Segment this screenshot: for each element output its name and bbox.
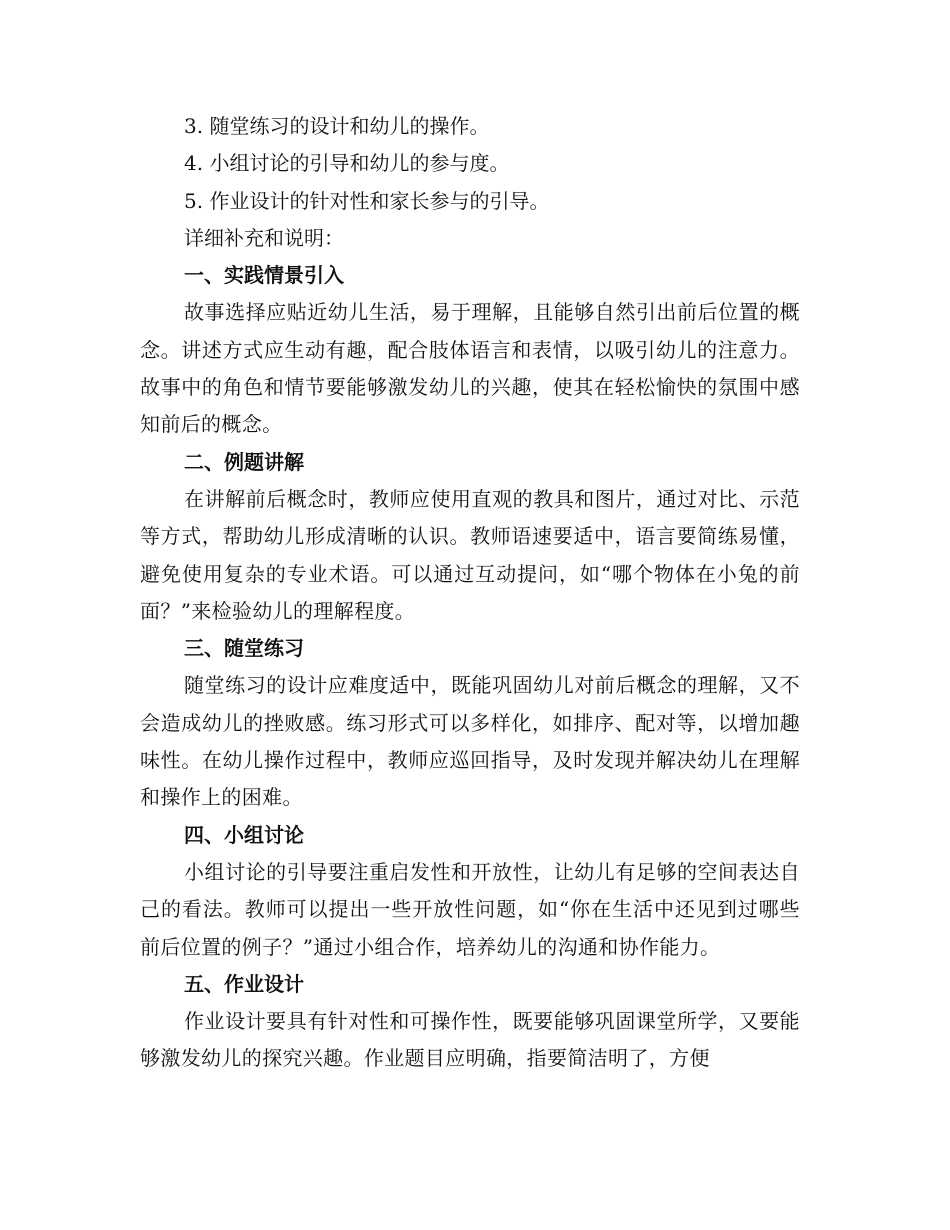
section-heading-2: 二、例题讲解 <box>184 449 304 474</box>
section-body-2: 在讲解前后概念时，教师应使用直观的教具和图片，通过对比、示范等方式，帮助幼儿形成清晰的认识。教师语速要适中，语言要简练易懂，避免使用复杂的专业术语。可以通过互动提问，如“哪个物体在小兔的前面？”来检验幼儿的理解程度。 <box>140 486 800 623</box>
section-heading-1: 一、实践情景引入 <box>184 263 344 288</box>
list-item-5: 5. 作业设计的针对性和家长参与的引导。 <box>184 188 550 213</box>
section-body-4: 小组讨论的引导要注重启发性和开放性，让幼儿有足够的空间表达自己的看法。教师可以提出一些开放性问题，如“你在生活中还见到过哪些前后位置的例子？”通过小组合作，培养幼儿的沟通和协作能力。 <box>140 859 800 959</box>
list-item-3: 3. 随堂练习的设计和幼儿的操作。 <box>184 114 490 138</box>
section-body-3: 随堂练习的设计应难度适中，既能巩固幼儿对前后概念的理解，又不会造成幼儿的挫败感。练习形式可以多样化，如排序、配对等，以增加趣味性。在幼儿操作过程中，教师应巡回指导，及时发现并解决幼儿在理解和操作上的困难。 <box>140 673 800 810</box>
section-heading-4: 四、小组讨论 <box>184 822 304 847</box>
intro-text: 详细补充和说明： <box>184 225 344 250</box>
section-body-1: 故事选择应贴近幼儿生活，易于理解，且能够自然引出前后位置的概念。讲述方式应生动有趣，配合肢体语言和表情，以吸引幼儿的注意力。故事中的角色和情节要能够激发幼儿的兴趣，使其在轻松愉快的氛围中感知前后的概念。 <box>140 300 800 437</box>
section-heading-3: 三、随堂练习 <box>184 636 304 661</box>
section-body-5: 作业设计要具有针对性和可操作性，既要能够巩固课堂所学，又要能够激发幼儿的探究兴趣。作业题目应明确，指要简洁明了，方便 <box>140 1009 800 1071</box>
list-item-4: 4. 小组讨论的引导和幼儿的参与度。 <box>184 151 510 176</box>
section-heading-5: 五、作业设计 <box>184 971 304 996</box>
document-page <box>140 108 800 1078</box>
